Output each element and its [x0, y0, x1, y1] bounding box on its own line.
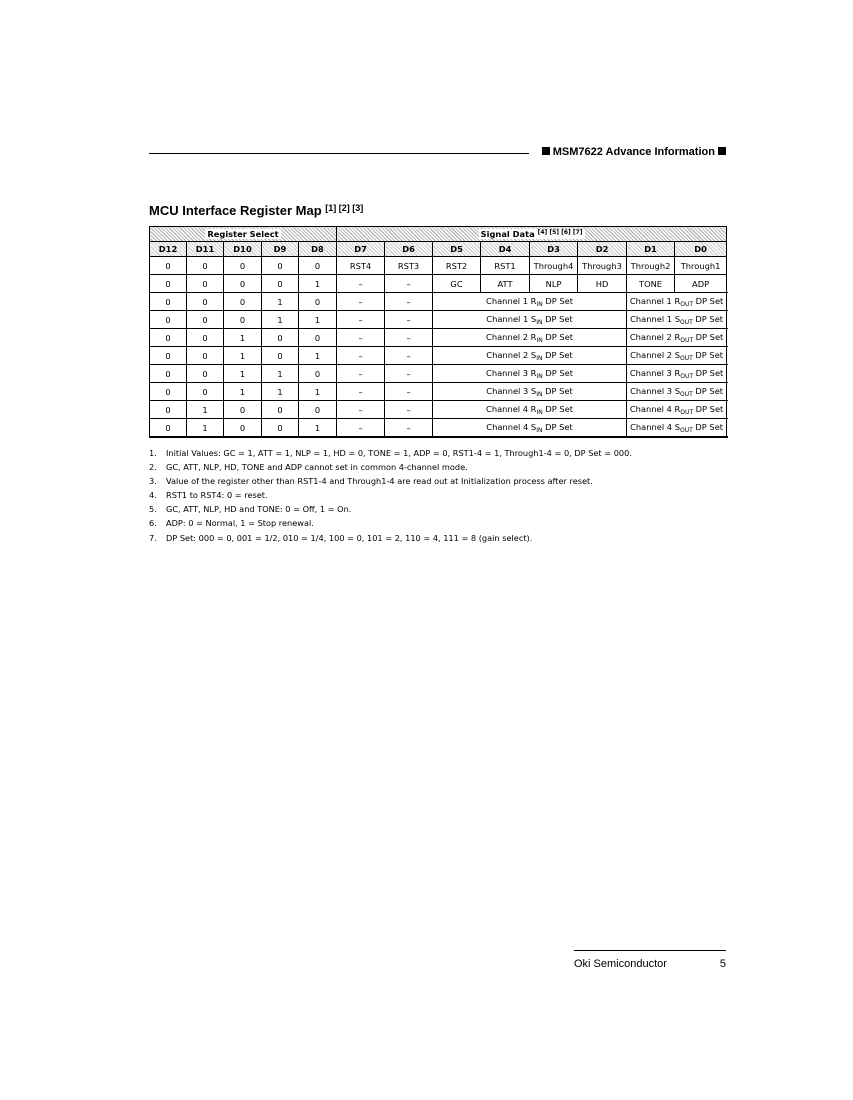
table-cell: Through4	[530, 257, 578, 275]
table-cell: –	[337, 329, 385, 347]
table-cell: 0	[187, 257, 224, 275]
column-header: D1	[627, 242, 675, 257]
table-cell: ATT	[481, 275, 530, 293]
table-group-header	[150, 227, 727, 242]
column-header: D0	[675, 242, 727, 257]
table-cell: 1	[187, 401, 224, 419]
column-header: D7	[337, 242, 385, 257]
table-cell: Channel 3 $S_{IN}$ DP Set	[433, 383, 627, 401]
table-cell: 0	[299, 401, 337, 419]
table-row	[150, 275, 727, 293]
table-row	[150, 329, 727, 347]
table-cell: –	[385, 419, 433, 438]
register-select-label: Register Select	[207, 229, 279, 239]
table-cell: 1	[262, 365, 299, 383]
table-cell: Channel 2 $R_{OUT}$ DP Set	[627, 329, 727, 347]
footnote: 2. GC, ATT, NLP, HD, TONE and ADP cannot set in common 4-channel mode.	[149, 462, 468, 473]
column-header: D10	[224, 242, 262, 257]
footnote: 7. DP Set: 000 = 0, 001 = 1/2, 010 = 1/4, 100 = 0, 101 = 2, 110 = 4, 111 = 8 (gain select).	[149, 532, 533, 543]
footnote: 1. Initial Values: GC = 1, ATT = 1, NLP = 1, HD = 0, TONE = 1, ADP = 0, RST1-4 = 1, Through1-4 = 0, DP Set = 000.	[149, 448, 632, 458]
table-cell: 0	[150, 383, 187, 401]
column-header: D4	[481, 242, 530, 257]
table-cell: Channel 1 $S_{OUT}$ DP Set	[627, 311, 727, 329]
section-title-text: MCU Interface Register Map	[149, 203, 322, 218]
table-row	[150, 419, 727, 438]
table-cell: 0	[187, 365, 224, 383]
table-cell: 0	[299, 365, 337, 383]
table-cell: 0	[150, 311, 187, 329]
table-cell: 0	[150, 347, 187, 365]
footnote: 6. ADP: 0 = Normal, 1 = Stop renewal.	[149, 518, 314, 529]
page-number: 5	[719, 958, 726, 970]
table-cell: Channel 2 $R_{IN}$ DP Set	[433, 329, 627, 347]
table-cell: 0	[187, 275, 224, 293]
table-column-header	[150, 242, 727, 257]
table-cell: 0	[262, 275, 299, 293]
table-cell: RST2	[433, 257, 481, 275]
table-cell: 0	[299, 257, 337, 275]
column-header: D9	[262, 242, 299, 257]
table-cell: Through1	[675, 257, 727, 275]
column-header: D11	[187, 242, 224, 257]
table-cell: 1	[224, 347, 262, 365]
table-cell: Channel 4 $S_{IN}$ DP Set	[433, 419, 627, 438]
table-row	[150, 293, 727, 311]
footnote: 3. Value of the register other than RST1-4 and Through1-4 are read out at Initialization process after reset.	[149, 476, 593, 487]
table-cell: 0	[150, 329, 187, 347]
page-header	[535, 146, 726, 158]
table-cell: 1	[262, 383, 299, 401]
footnotes	[149, 446, 632, 545]
table-cell: –	[385, 347, 433, 365]
table-row	[150, 383, 727, 401]
table-cell: 0	[262, 401, 299, 419]
footer-company: Oki Semiconductor	[574, 958, 667, 970]
table-cell: 0	[262, 419, 299, 438]
table-cell: RST3	[385, 257, 433, 275]
signal-data-label: Signal Data [4] [5] [6] [7]	[480, 229, 583, 239]
table-cell: GC	[433, 275, 481, 293]
table-cell: 0	[187, 383, 224, 401]
signal-data-group	[337, 227, 727, 242]
table-row	[150, 257, 727, 275]
table-cell: RST1	[481, 257, 530, 275]
square-bullet-icon	[718, 147, 726, 155]
table-cell: 0	[150, 365, 187, 383]
table-cell: –	[337, 311, 385, 329]
register-select-group	[150, 227, 337, 242]
footnote: 5. GC, ATT, NLP, HD and TONE: 0 = Off, 1 = On.	[149, 504, 352, 515]
table-cell: 0	[224, 275, 262, 293]
table-cell: Channel 4 $R_{OUT}$ DP Set	[627, 401, 727, 419]
table-cell: Channel 1 $R_{OUT}$ DP Set	[627, 293, 727, 311]
table-cell: 1	[224, 329, 262, 347]
table-cell: 0	[150, 293, 187, 311]
table-cell: Channel 3 $S_{OUT}$ DP Set	[627, 383, 727, 401]
table-cell: 1	[299, 311, 337, 329]
header-rule	[149, 153, 529, 154]
column-header: D5	[433, 242, 481, 257]
table-cell: 0	[224, 401, 262, 419]
table-cell: –	[385, 329, 433, 347]
table-cell: –	[337, 401, 385, 419]
header-title: MSM7622 Advance Information	[552, 146, 715, 158]
footer-rule	[574, 950, 726, 951]
table-cell: 0	[262, 329, 299, 347]
table-cell: Channel 4 $R_{IN}$ DP Set	[433, 401, 627, 419]
table-cell: 0	[299, 293, 337, 311]
square-bullet-icon	[542, 147, 550, 155]
table-cell: –	[337, 275, 385, 293]
table-cell: Channel 2 $S_{OUT}$ DP Set	[627, 347, 727, 365]
table-cell: –	[337, 419, 385, 438]
table-cell: –	[385, 383, 433, 401]
table-cell: 0	[224, 311, 262, 329]
table-cell: –	[337, 293, 385, 311]
table-row	[150, 311, 727, 329]
table-cell: 0	[150, 401, 187, 419]
table-cell: Channel 4 $S_{OUT}$ DP Set	[627, 419, 727, 438]
table-cell: 0	[262, 257, 299, 275]
table-cell: TONE	[627, 275, 675, 293]
table-cell: 0	[224, 293, 262, 311]
table-cell: 0	[187, 329, 224, 347]
table-cell: 0	[150, 419, 187, 438]
table-cell: NLP	[530, 275, 578, 293]
table-cell: –	[337, 365, 385, 383]
section-title	[149, 203, 363, 218]
column-header: D3	[530, 242, 578, 257]
table-cell: 0	[299, 329, 337, 347]
table-cell: 1	[224, 383, 262, 401]
section-title-refs: [1] [2] [3]	[325, 203, 364, 213]
table-cell: 0	[262, 347, 299, 365]
footnote: 4. RST1 to RST4: 0 = reset.	[149, 490, 268, 501]
table-cell: Channel 3 $R_{OUT}$ DP Set	[627, 365, 727, 383]
table-row	[150, 401, 727, 419]
register-map-table	[149, 226, 727, 438]
table-cell: 1	[299, 419, 337, 438]
table-cell: 1	[299, 275, 337, 293]
table-cell: Channel 1 $S_{IN}$ DP Set	[433, 311, 627, 329]
table-cell: Channel 3 $R_{IN}$ DP Set	[433, 365, 627, 383]
table-cell: Through2	[627, 257, 675, 275]
table-row	[150, 347, 727, 365]
table-cell: 0	[150, 257, 187, 275]
table-cell: –	[385, 275, 433, 293]
signal-data-refs: [4] [5] [6] [7]	[537, 229, 583, 236]
table-cell: –	[385, 293, 433, 311]
table-cell: 0	[187, 347, 224, 365]
column-header: D12	[150, 242, 187, 257]
table-cell: –	[337, 383, 385, 401]
table-cell: RST4	[337, 257, 385, 275]
table-cell: 0	[224, 419, 262, 438]
table-cell: –	[385, 365, 433, 383]
table-cell: 0	[187, 293, 224, 311]
table-cell: Channel 2 $S_{IN}$ DP Set	[433, 347, 627, 365]
table-cell: 1	[262, 293, 299, 311]
table-cell: HD	[578, 275, 627, 293]
table-cell: –	[337, 347, 385, 365]
table-cell: 1	[262, 311, 299, 329]
table-row	[150, 365, 727, 383]
table-cell: 0	[150, 275, 187, 293]
table-cell: 1	[187, 419, 224, 438]
table-cell: ADP	[675, 275, 727, 293]
table-cell: –	[385, 401, 433, 419]
column-header: D2	[578, 242, 627, 257]
table-cell: Through3	[578, 257, 627, 275]
table-cell: Channel 1 $R_{IN}$ DP Set	[433, 293, 627, 311]
table-cell: 1	[224, 365, 262, 383]
column-header: D6	[385, 242, 433, 257]
table-cell: 1	[299, 383, 337, 401]
table-cell: 1	[299, 347, 337, 365]
column-header: D8	[299, 242, 337, 257]
table-cell: –	[385, 311, 433, 329]
table-cell: 0	[187, 311, 224, 329]
table-cell: 0	[224, 257, 262, 275]
